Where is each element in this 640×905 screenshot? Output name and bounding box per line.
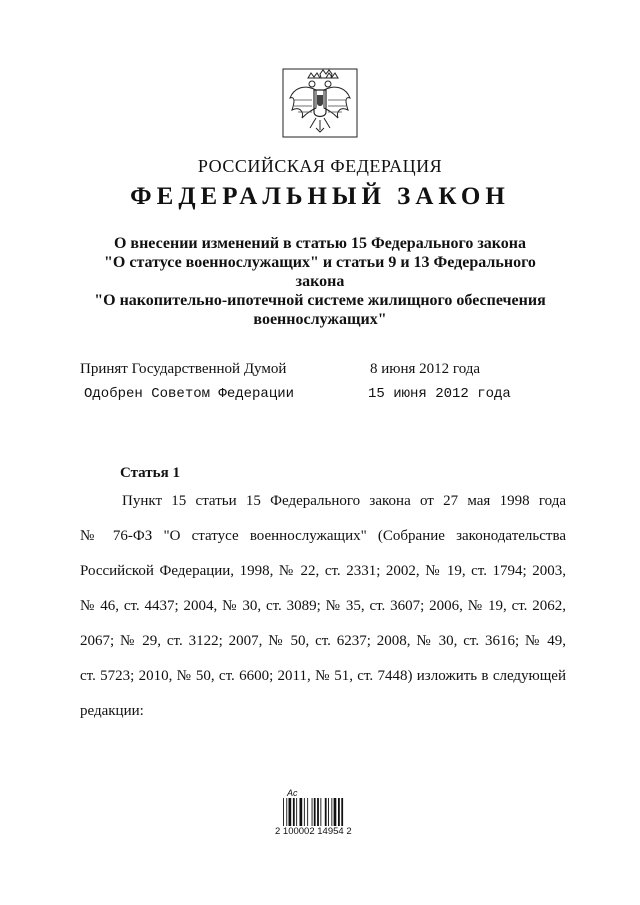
law-title-line: "О накопительно-ипотечной системе жилищного обеспечения bbox=[94, 292, 546, 309]
duma-adoption-label: Принят Государственной Думой bbox=[80, 361, 287, 377]
article-line: ст. 5723; 2010, № 50, ст. 6600; 2011, № 51, ст. 7448) изложить в следующей bbox=[80, 668, 566, 684]
barcode-bar bbox=[296, 798, 297, 826]
law-title-line: "О статусе военнослужащих" и статьи 9 и 13 Федерального закона bbox=[104, 254, 536, 290]
barcode-number: 2 100002 14954 2 bbox=[275, 826, 352, 837]
barcode-bar bbox=[331, 798, 332, 826]
law-title-line: О внесении изменений в статью 15 Федерального закона bbox=[113, 235, 527, 252]
barcode-bar bbox=[289, 798, 292, 826]
council-approval-date: 15 июня 2012 года bbox=[368, 386, 511, 402]
barcode-bar bbox=[312, 798, 313, 826]
law-title bbox=[90, 234, 550, 329]
barcode-bar bbox=[314, 798, 316, 826]
barcode-mark: Ac bbox=[287, 788, 298, 798]
barcode-bar bbox=[307, 798, 308, 826]
law-title-line: военнослужащих" bbox=[253, 311, 387, 328]
barcode-bar bbox=[341, 798, 343, 826]
barcode-bar bbox=[320, 798, 321, 826]
barcode-bar bbox=[325, 798, 327, 826]
barcode-bar bbox=[293, 798, 295, 826]
article-line: 2067; № 29, ст. 3122; 2007, № 50, ст. 6237; 2008, № 30, ст. 3616; № 49, bbox=[80, 633, 566, 649]
article-line: Пункт 15 статьи 15 Федерального закона от 27 мая 1998 года bbox=[122, 493, 566, 509]
barcode-bar bbox=[317, 798, 319, 826]
barcode-bar bbox=[300, 798, 303, 826]
barcode-bar bbox=[304, 798, 305, 826]
barcode-bars-icon bbox=[283, 798, 363, 826]
document-type: ФЕДЕРАЛЬНЫЙ ЗАКОН bbox=[130, 183, 510, 210]
country-name: РОССИЙСКАЯ ФЕДЕРАЦИЯ bbox=[197, 156, 443, 176]
article-line: Российской Федерации, 1998, № 22, ст. 2331; 2002, № 19, ст. 1794; 2003, bbox=[80, 563, 566, 579]
article-heading: Статья 1 bbox=[120, 465, 180, 481]
duma-adoption-date: 8 июня 2012 года bbox=[370, 361, 481, 377]
barcode-bar bbox=[334, 798, 337, 826]
council-approval-label: Одобрен Советом Федерации bbox=[84, 386, 295, 402]
barcode bbox=[275, 788, 365, 848]
coat-of-arms-icon bbox=[282, 68, 358, 138]
barcode-bar bbox=[328, 798, 329, 826]
article-line: № 76-ФЗ "О статусе военнослужащих" (Собрание законодательства bbox=[80, 528, 566, 544]
barcode-bar bbox=[286, 798, 287, 826]
article-line: редакции: bbox=[80, 703, 144, 719]
barcode-bar bbox=[283, 798, 284, 826]
barcode-bar bbox=[338, 798, 340, 826]
article-line: № 46, ст. 4437; 2004, № 30, ст. 3089; № 35, ст. 3607; 2006, № 19, ст. 2062, bbox=[80, 598, 566, 614]
